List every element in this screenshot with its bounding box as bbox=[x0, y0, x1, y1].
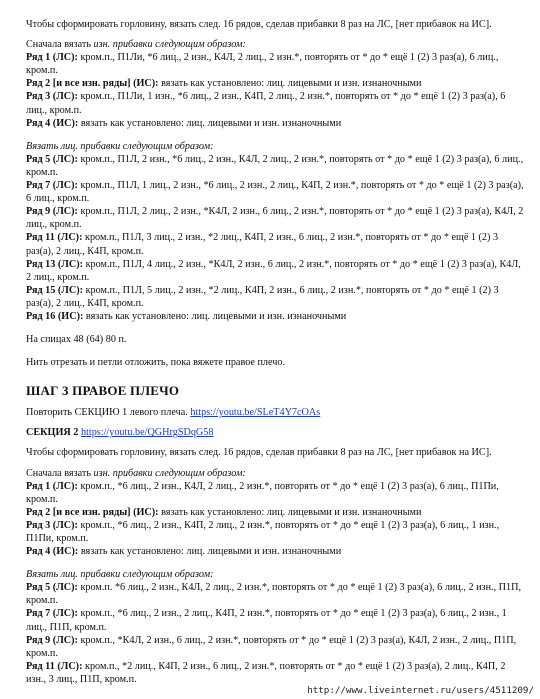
row-text: кром.п., *6 лиц., 2 изн., 2 лиц., К4П, 2 изн.*, повторять от * до * ещё 1 (2) 3 раз(а), 6 лиц., 2 изн., 1 лиц., П1П, кром.п. bbox=[26, 608, 507, 633]
needles-count: На спицах 48 (64) 80 п. bbox=[26, 334, 127, 346]
row-text: кром.п., П1Л, 5 лиц., 2 изн., *2 лиц., К4П, 2 изн., 6 лиц., 2 изн.*, повторять от * до * ещё 1 (2) 3 раз(а), 2 лиц., К4П, кром.п. bbox=[26, 284, 499, 309]
row-text: кром.п., *2 лиц., К4П, 2 изн., 6 лиц., 2 изн.*, повторять от * до * ещё 1 (2) 3 раз(а), 2 лиц., К4П, 2 изн., 3 лиц., П1П, кром.п. bbox=[26, 660, 506, 685]
row-text: вязать как установлено: лиц. лицевыми и изн. изнаночными bbox=[78, 546, 342, 558]
row-label: Ряд 4 (ИС): bbox=[26, 117, 79, 129]
section-heading: ШАГ 3 ПРАВОЕ ПЛЕЧО bbox=[26, 383, 180, 399]
row-label: Ряд 2 [и все изн. ряды] (ИС): bbox=[26, 506, 159, 518]
row-13 bbox=[26, 258, 526, 284]
intro-paragraph: Чтобы сформировать горловину, вязать след. 16 рядов, сделав прибавки 8 раз на ЛС, [нет прибавок на ИС]. bbox=[26, 19, 492, 30]
row-text: кром.п., П1Л, 1 лиц., 2 изн., *6 лиц., 2 изн., 2 лиц., К4П, 2 изн.*, повторять от * до * ещё 1 (2) 3 раз(а), 6 лиц., кром.п. bbox=[26, 180, 524, 205]
row-3-right bbox=[26, 519, 526, 545]
repeat-text: Повторить СЕКЦИЮ 1 левого плеча. bbox=[26, 407, 191, 419]
knit-increase-intro-2 bbox=[26, 568, 526, 581]
row-label: Ряд 9 (ЛС): bbox=[26, 206, 78, 218]
row-text: кром.п., П1Л, 3 лиц., 2 изн., *2 лиц., К4П, 2 изн., 6 лиц., 2 изн.*, повторять от * до * ещё 1 (2) 3 раз(а), 2 лиц., К4П, кром.п. bbox=[26, 232, 499, 257]
intro-italic: изн. прибавки следующим образом: bbox=[93, 39, 246, 51]
intro-paragraph-2: Чтобы сформировать горловину, вязать след. 16 рядов, сделав прибавки 8 раз на ЛС, [нет прибавок на ИС]. bbox=[26, 447, 492, 459]
row-label: Ряд 3 (ЛС): bbox=[26, 519, 78, 531]
row-9 bbox=[26, 205, 526, 231]
row-label: Ряд 3 (ЛС): bbox=[26, 91, 78, 103]
row-label: Ряд 5 (ЛС): bbox=[26, 582, 78, 594]
knit-increase-intro bbox=[26, 140, 526, 153]
row-text: кром.п. *6 лиц., 2 изн., К4Л, 2 лиц., 2 изн.*, повторять от * до * ещё 1 (2) 3 раз(а), 6 лиц., 2 изн., П1П, кром.п. bbox=[26, 582, 522, 607]
row-label: Ряд 7 (ЛС): bbox=[26, 608, 78, 620]
row-label: Ряд 7 (ЛС): bbox=[26, 180, 78, 192]
row-label: Ряд 2 [и все изн. ряды] (ИС): bbox=[26, 78, 159, 90]
section-2-line bbox=[26, 426, 526, 439]
row-3 bbox=[26, 90, 526, 116]
repeat-section-line bbox=[26, 406, 526, 419]
row-label: Ряд 11 (ЛС): bbox=[26, 232, 83, 244]
row-2 bbox=[26, 77, 526, 90]
cut-yarn-note: Нить отрезать и петли отложить, пока вяжете правое плечо. bbox=[26, 357, 286, 369]
row-9-right bbox=[26, 634, 526, 660]
row-text: кром.п., П1Л, 2 лиц., 2 изн., *К4Л, 2 изн., 6 лиц., 2 изн.*, повторять от * до * ещё 1 (2) 3 раз(а), К4Л, 2 лиц., кром.п. bbox=[26, 206, 524, 231]
row-label: Ряд 13 (ЛС): bbox=[26, 258, 84, 270]
purl-increase-intro bbox=[26, 38, 526, 51]
row-5-right bbox=[26, 581, 526, 607]
row-7-right bbox=[26, 607, 526, 633]
row-text: кром.п., П1Ли, 1 изн., *6 лиц., 2 изн., К4П, 2 лиц., 2 изн.*, повторять от * до * ещё 1 (2) 3 раз(а), 6 лиц., кром.п. bbox=[26, 91, 506, 116]
row-text: вязать как установлено: лиц. лицевыми и изн. изнаночными bbox=[158, 506, 422, 518]
video-link-section-2[interactable]: https://youtu.be/QGHrgSDqG58 bbox=[80, 427, 214, 439]
row-4-right bbox=[26, 545, 526, 558]
row-text: кром.п., П1Л, 4 лиц., 2 изн., *К4Л, 2 изн., 6 лиц., 2 изн.*, повторять от * до * ещё 1 (2) 3 раз(а), К4Л, 2 лиц., кром.п. bbox=[26, 258, 521, 283]
row-11 bbox=[26, 231, 526, 257]
row-label: Ряд 4 (ИС): bbox=[26, 546, 79, 558]
row-text: вязать как установлено: лиц. лицевыми и изн. изнаночными bbox=[83, 310, 347, 322]
row-text: вязать как установлено: лиц. лицевыми и изн. изнаночными bbox=[78, 117, 342, 129]
row-text: кром.п., *К4Л, 2 изн., 6 лиц., 2 изн.*, повторять от * до * ещё 1 (2) 3 раз(а), К4Л, 2 изн., 2 лиц., П1П, кром.п. bbox=[26, 634, 517, 659]
intro-italic: Вязать лиц. прибавки следующим образом: bbox=[26, 140, 214, 152]
section-2-label: СЕКЦИЯ 2 bbox=[26, 427, 79, 439]
source-url-watermark: http://www.liveinternet.ru/users/4511209/ bbox=[307, 685, 534, 696]
row-5 bbox=[26, 153, 526, 179]
intro-text: Сначала вязать bbox=[26, 467, 94, 479]
row-label: Ряд 5 (ЛС): bbox=[26, 153, 78, 165]
row-11-right bbox=[26, 660, 526, 686]
row-text: кром.п., *6 лиц., 2 изн., К4П, 2 лиц., 2 изн.*, повторять от * до * ещё 1 (2) 3 раз(а), 6 лиц., 1 изн., П1Пи, кром.п. bbox=[26, 519, 500, 544]
row-label: Ряд 16 (ИС): bbox=[26, 310, 84, 322]
row-label: Ряд 1 (ЛС): bbox=[26, 52, 78, 64]
row-label: Ряд 9 (ЛС): bbox=[26, 634, 78, 646]
row-text: кром.п., П1Л, 2 изн., *6 лиц., 2 изн., К4Л, 2 лиц., 2 изн.*, повторять от * до * ещё 1 (2) 3 раз(а), 6 лиц., кром.п. bbox=[26, 153, 524, 178]
row-1-right bbox=[26, 480, 526, 506]
document-page bbox=[26, 18, 526, 686]
row-16 bbox=[26, 310, 526, 323]
intro-text: Сначала вязать bbox=[26, 39, 94, 51]
row-label: Ряд 15 (ЛС): bbox=[26, 284, 84, 296]
purl-increase-intro-2 bbox=[26, 467, 526, 480]
row-1 bbox=[26, 51, 526, 77]
row-text: вязать как установлено: лиц. лицевыми и изн. изнаночными bbox=[158, 78, 422, 90]
row-text: кром.п., П1Ли, *6 лиц., 2 изн., К4Л, 2 лиц., 2 изн.*, повторять от * до * ещё 1 (2) 3 раз(а), 6 лиц., кром.п. bbox=[26, 52, 499, 77]
row-2-right bbox=[26, 506, 526, 519]
intro-italic: изн. прибавки следующим образом: bbox=[93, 467, 246, 479]
row-text: кром.п., *6 лиц., 2 изн., К4Л, 2 лиц., 2 изн.*, повторять от * до * ещё 1 (2) 3 раз(а), 6 лиц., П1Пи, кром.п. bbox=[26, 480, 499, 505]
row-label: Ряд 11 (ЛС): bbox=[26, 660, 83, 672]
row-label: Ряд 1 (ЛС): bbox=[26, 480, 78, 492]
video-link-section-1[interactable]: https://youtu.be/SLeT4Y7cOAs bbox=[190, 407, 321, 419]
intro-italic: Вязать лиц. прибавки следующим образом: bbox=[26, 569, 214, 581]
row-4 bbox=[26, 117, 526, 130]
row-15 bbox=[26, 284, 526, 310]
row-7 bbox=[26, 179, 526, 205]
